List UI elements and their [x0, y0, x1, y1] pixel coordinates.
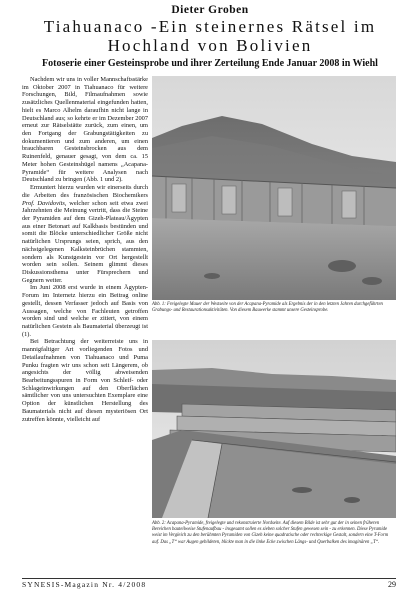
caption-abb-2: Abb. 2: Acapana-Pyramide, freigelegte und rekonstruierte Nordseite. Auf diesem Bilde ist sehr gut der in seinen früheren Bereichen bauteilweise Stufenaufbau - insgesamt sollen es sieben solcher Stufen gewesen sein - zu erkennen. Diese Pyramide weist im Vergleich zu den berühmten Pyramiden von Gizeh keine quadratische oder rechteckige Gestalt, sondern eine T-Form auf. Das „T“ war Augen gebildeten, blickte man in die linke Ecke zwischen Längs- und Querbalken des imaginären „T“.: [152, 521, 389, 545]
caption-abb-1: Abb. 1: Freigelegte Mauer der Westseite von der Acapana-Pyramide als Ergebnis der in den letzten Jahren durchgeführten Grabungs- und Restaurationsaktivitäten. Von diesem Bauwerke stammt unsere Gesteinsprobe.: [152, 302, 383, 314]
author-name: Dieter Groben: [171, 4, 249, 16]
paragraph-2-text-a: Ermuntert hierzu wurden wir einerseits durch die Arbeiten des französischen Biochemikers: [22, 184, 148, 199]
scientist-name: Prof. Davidovits: [22, 199, 65, 207]
title-line-2: Hochland von Bolivien: [107, 36, 313, 55]
page-number: 29: [388, 580, 396, 589]
article-subtitle: Fotoserie einer Gesteinsprobe und ihrer Zerteilung Ende Januar 2008 in Wiehl: [42, 58, 378, 69]
paragraph-2-text-b: , welcher schon seit etwa zwei Jahrzehnten die Meinung vertritt, dass die Steine der Pyramiden auf dem Gizeh-Plateau/Ägypten aus einer Betonart auf Kalkbasis bestünden und somit die Blöcke unterschiedlicher Größe nicht natürlichen Ursprungs seien, sprich, aus den nächstgelegenen Kalksteinbrüchen stammten, sondern als Kunstgestein vor Ort hergestellt worden sein sollen. Seinem glimmt dieses Diskussionsthema unter Fürsprechern und Gegnern weiter.: [22, 199, 148, 284]
photo-acapana-north-side: [152, 340, 396, 518]
magazine-name: SYNESIS-Magazin Nr. 4/2008: [22, 580, 147, 589]
paragraph-4: Bei Betrachtung der weiterreiste uns in mannigfaltiger Art vorliegenden Fotos und Detailaufnahmen von Tiahuanaco und Puma Punku fragten wir uns schon seit Längerem, ob angesichts der völlig abweisenden Bearbeitungsspuren in Form von Schleif- oder Schlageinwirkungen auf den Oberflächen sämtlicher von uns untersuchten Exemplare eine Option der künstlichen Herstellung des Baumaterials nicht auf diesen mysteriösen Ort zutreffen könnte, vielleicht auf: [22, 338, 148, 423]
title-line-1: Tiahuanaco -Ein steinernes Rätsel im: [43, 17, 377, 36]
paragraph-3: Im Juni 2008 erst wurde in einem Ägypten-Forum im Internetz hierzu ein Beitrag online gestellt, dessen Verfasser jedoch auf Basis von Aussagen, welche von Fachleuten getroffen worden sind und welche er zitiert, von einem natürlichen Gestein als Baumaterial überzeugt ist (1).: [22, 284, 148, 338]
article-title: [0, 17, 420, 55]
photo-acapana-west-wall: [152, 76, 396, 300]
paragraph-2: [22, 184, 148, 284]
paragraph-1: Nachdem wir uns in voller Mannschaftsstärke im Oktober 2007 in Tiahuanaco für weitere Forschungen, Bild, Filmaufnahmen sowie zusätzliches Quellenmaterial eingefunden hatten, hielt es Marco Alhelm daraufhin nicht lange in Deutschland aus; so kehrte er im Dezember 2007 erneut zur Rätselstätte zurück, zum einen, um den Fortgang der Grabungstätigkeiten zu dokumentieren und zum anderen, um einen brauchbaren Gesteinsbrocken aus dem Ruinenfeld, genauer gesagt, von dem ca. 15 Meter hohen Gesteinshügel namens „Acapana-Pyramide“ für weitere Analysen nach Deutschland zu bringen (Abb. 1 und 2).: [22, 76, 148, 184]
body-text-column: [22, 76, 148, 574]
footer-rule: [22, 578, 396, 579]
